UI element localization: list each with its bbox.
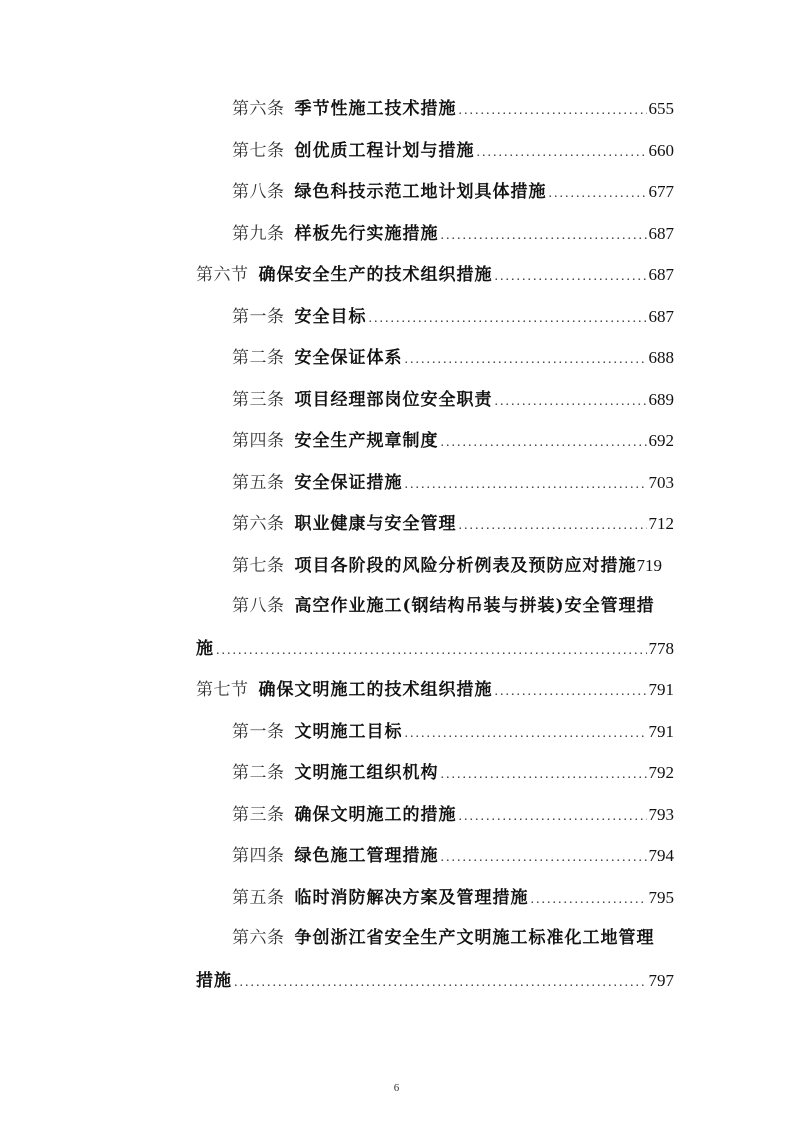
toc-section-page: 687: [648, 265, 674, 284]
toc-entry[interactable]: [0, 503, 793, 545]
toc-entry-title: 职业健康与安全管理: [294, 514, 457, 534]
toc-entry-page: 795: [648, 887, 674, 907]
toc-entry-page: 793: [648, 804, 674, 824]
dot-leader: [234, 962, 647, 1004]
table-of-contents: [0, 88, 793, 1001]
dot-leader: [441, 215, 647, 257]
toc-entry-page: 689: [648, 389, 674, 409]
toc-entry[interactable]: [0, 877, 793, 919]
dot-leader: [369, 298, 647, 340]
toc-entry-page: 703: [648, 472, 674, 492]
toc-entry-page: 712: [648, 514, 674, 533]
toc-entry-page: 687: [648, 306, 674, 326]
toc-section-entry[interactable]: [0, 669, 793, 711]
toc-section-title: 确保文明施工的技术组织措施: [258, 680, 493, 700]
toc-entry-label: 第二条: [232, 348, 285, 368]
toc-entry[interactable]: [0, 462, 793, 504]
toc-entry-page: 794: [648, 846, 674, 865]
page-number: 6: [393, 1082, 400, 1094]
toc-entry[interactable]: [0, 420, 793, 462]
toc-entry-label: 第二条: [232, 763, 285, 783]
toc-entry-page: 655: [648, 99, 674, 118]
toc-entry[interactable]: [0, 88, 793, 130]
toc-entry[interactable]: [0, 213, 793, 255]
toc-entry-label: 第六条: [232, 514, 285, 534]
toc-entry-label: 第四条: [232, 846, 285, 866]
toc-entry[interactable]: [0, 337, 793, 379]
toc-entry-title: 项目各阶段的风险分析例表及预防应对措施: [294, 555, 637, 576]
toc-entry-label: 第九条: [232, 223, 285, 244]
dot-leader: [531, 879, 647, 921]
toc-entry-label: 第三条: [232, 804, 285, 825]
toc-entry[interactable]: [0, 545, 793, 587]
toc-entry-label: 第八条: [232, 596, 285, 616]
toc-entry-page: 692: [648, 431, 674, 450]
toc-entry-label: 第一条: [232, 721, 285, 742]
dot-leader: [405, 339, 647, 381]
dot-leader: [477, 132, 647, 174]
toc-entry-page: 791: [648, 721, 674, 741]
toc-entry-title: 项目经理部岗位安全职责: [294, 389, 493, 410]
toc-entry[interactable]: [0, 794, 793, 836]
toc-section-entry[interactable]: [0, 254, 793, 296]
dot-leader: [441, 754, 647, 796]
toc-section-label: 第七节: [196, 680, 249, 700]
toc-section-title: 确保安全生产的技术组织措施: [258, 265, 493, 285]
toc-entry-page: 792: [648, 763, 674, 782]
dot-leader: [441, 422, 647, 464]
toc-entry-title: 样板先行实施措施: [294, 223, 439, 244]
toc-entry-title: 安全目标: [294, 306, 367, 327]
toc-entry-title: 文明施工目标: [294, 721, 403, 742]
toc-entry-continuation[interactable]: [0, 628, 793, 670]
toc-entry-title-continuation: 措施: [196, 970, 232, 991]
toc-entry-label: 第四条: [232, 431, 285, 451]
toc-entry[interactable]: [0, 130, 793, 172]
dot-leader: [459, 90, 647, 132]
dot-leader: [405, 464, 647, 506]
toc-entry-label: 第三条: [232, 389, 285, 410]
toc-entry-title-continuation: 施: [196, 638, 214, 659]
toc-entry-title: 创优质工程计划与措施: [294, 140, 475, 161]
toc-entry-continuation[interactable]: [0, 960, 793, 1002]
toc-section-label: 第六节: [196, 265, 249, 285]
dot-leader: [405, 713, 647, 755]
dot-leader: [495, 256, 647, 298]
toc-entry-label: 第六条: [232, 99, 285, 119]
toc-entry-label: 第八条: [232, 182, 285, 202]
toc-entry-page: 778: [648, 638, 674, 658]
toc-entry-title: 安全保证体系: [294, 348, 403, 368]
toc-entry[interactable]: [0, 752, 793, 794]
toc-entry[interactable]: [0, 296, 793, 338]
dot-leader: [459, 505, 647, 547]
toc-entry-page: 687: [648, 223, 674, 243]
toc-entry-title: 安全生产规章制度: [294, 431, 439, 451]
toc-entry[interactable]: [0, 835, 793, 877]
toc-entry-label: 第七条: [232, 555, 285, 576]
toc-entry-title: 文明施工组织机构: [294, 763, 439, 783]
toc-entry-title: 安全保证措施: [294, 472, 403, 493]
toc-entry-label: 第七条: [232, 140, 285, 161]
toc-entry-page: 797: [648, 970, 674, 990]
toc-entry-title: 高空作业施工(钢结构吊装与拼装)安全管理措: [294, 596, 655, 616]
toc-entry-page: 677: [648, 182, 674, 201]
toc-entry-title: 临时消防解决方案及管理措施: [294, 887, 529, 908]
dot-leader: [441, 837, 647, 879]
toc-entry[interactable]: [0, 918, 793, 960]
toc-entry-page: 660: [648, 140, 674, 160]
dot-leader: [459, 796, 647, 838]
toc-section-page: 791: [648, 680, 674, 699]
toc-entry-title: 绿色施工管理措施: [294, 846, 439, 866]
toc-entry[interactable]: [0, 711, 793, 753]
toc-entry-label: 第一条: [232, 306, 285, 327]
toc-entry-title: 确保文明施工的措施: [294, 804, 457, 825]
dot-leader: [495, 381, 647, 423]
toc-entry[interactable]: [0, 171, 793, 213]
dot-leader: [216, 630, 647, 672]
toc-entry-page: 688: [648, 348, 674, 367]
toc-entry[interactable]: [0, 379, 793, 421]
toc-entry-label: 第五条: [232, 887, 285, 908]
toc-entry-page: 719: [636, 555, 662, 575]
toc-entry-label: 第五条: [232, 472, 285, 493]
toc-entry-label: 第六条: [232, 928, 285, 948]
toc-entry-title: 争创浙江省安全生产文明施工标准化工地管理: [294, 928, 655, 948]
dot-leader: [549, 173, 647, 215]
toc-entry-title: 绿色科技示范工地计划具体措施: [294, 182, 547, 202]
dot-leader: [495, 671, 647, 713]
toc-entry[interactable]: [0, 586, 793, 628]
toc-entry-title: 季节性施工技术措施: [294, 99, 457, 119]
